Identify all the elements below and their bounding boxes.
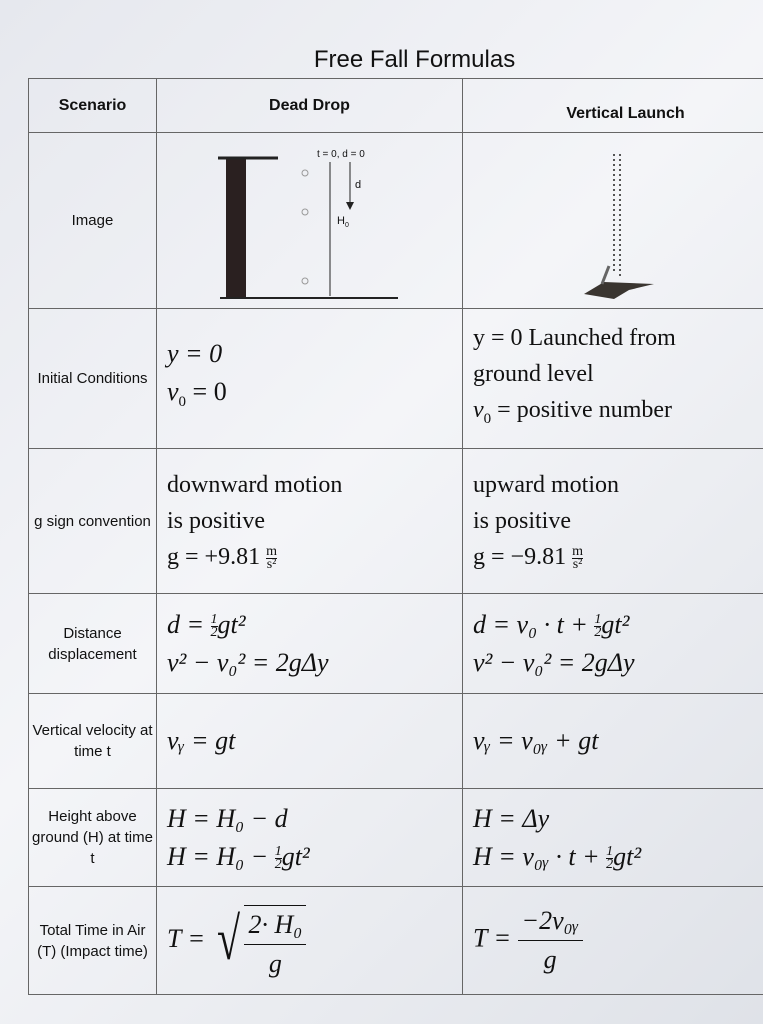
row-label: Image [29, 133, 157, 309]
row-label: Initial Conditions [29, 309, 157, 449]
vertical-launch-height: H = Δy H = v₀ᵧ · t + $\frac{1}{2}$ gt² [463, 789, 763, 887]
vertical-launch-gsign: upward motion is positive g = −9.81 $\frac{m}{\text{s²}}$ [463, 449, 763, 594]
header-vertical-launch: Vertical Launch [463, 79, 763, 133]
table-row [29, 789, 763, 887]
page-title: Free Fall Formulas [313, 46, 516, 73]
row-label: Distance displacement [29, 594, 157, 694]
diagram-d-label: d [355, 179, 362, 191]
vertical-launch-initial: y = 0 Launched from ground level $v_0$ = positive number [463, 309, 763, 449]
formula-table [28, 78, 763, 995]
table-row [29, 694, 763, 789]
sqrt-icon: √ [216, 905, 240, 972]
header-row [29, 79, 763, 133]
diagram-top-label: t = 0, d = 0 [317, 149, 365, 160]
row-label: g sign convention [29, 449, 157, 594]
dead-drop-time: T = √ 2· H₀ g [157, 887, 463, 995]
dead-drop-diagram [157, 133, 463, 309]
header-dead-drop: Dead Drop [157, 79, 463, 133]
table-row [29, 887, 763, 995]
dead-drop-initial: y = 0 $v_0 = 0$ [157, 309, 463, 449]
vertical-launch-time: T = $\frac{\text{−2v₀ᵧ}}{g}$ [463, 887, 763, 995]
dead-drop-distance: d = $\frac{1}{2}$ gt² v² − v₀² = 2gΔy [157, 594, 463, 694]
cliff-drop-icon [158, 134, 464, 302]
row-label: Height above ground (H) at time t [29, 789, 157, 887]
vertical-launch-distance: d = v₀ · t + $\frac{1}{2}$ gt² v² − v₀² = 2gΔy [463, 594, 763, 694]
dead-drop-height: H = H₀ − d H = H₀ − $\frac{1}{2}$ gt² [157, 789, 463, 887]
vertical-launch-velocity: vᵧ = v₀ᵧ + gt [463, 694, 763, 789]
row-label: Vertical velocity at time t [29, 694, 157, 789]
row-label: Total Time in Air (T) (Impact time) [29, 887, 157, 995]
table-row [29, 133, 763, 309]
table-row [29, 309, 763, 449]
header-scenario: Scenario [29, 79, 157, 133]
dead-drop-gsign: downward motion is positive g = +9.81 $\frac{m}{\text{s²}}$ [157, 449, 463, 594]
vertical-launch-diagram [463, 133, 763, 309]
table-row [29, 594, 763, 694]
launch-icon [464, 134, 763, 302]
diagram-h-label: $H_0$ [337, 215, 349, 230]
dead-drop-velocity: vᵧ = gt [157, 694, 463, 789]
table-row [29, 449, 763, 594]
